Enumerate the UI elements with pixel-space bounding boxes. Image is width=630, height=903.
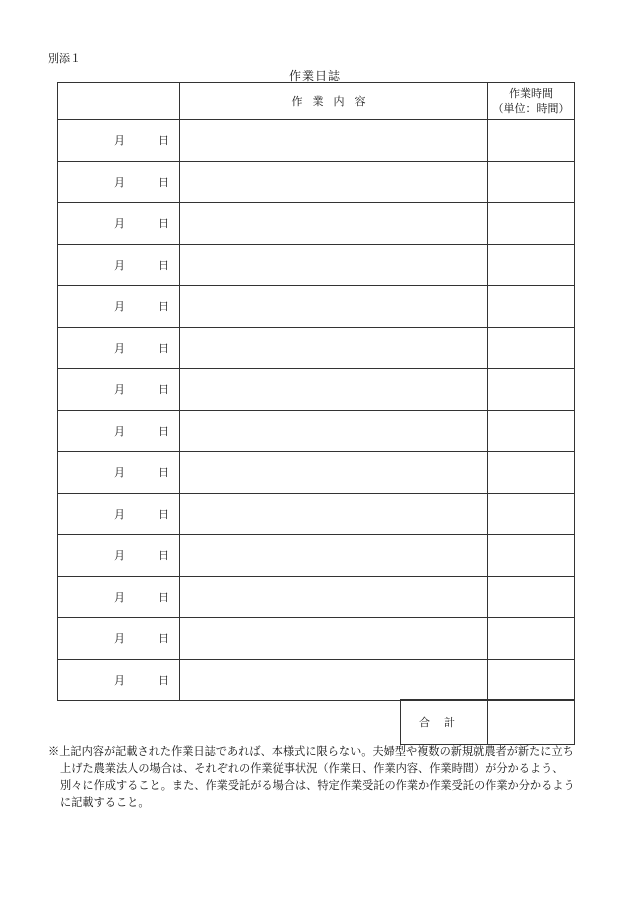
work-hours-cell[interactable] xyxy=(488,286,575,328)
page-title: 作業日誌 xyxy=(288,69,341,83)
table-row xyxy=(58,659,575,701)
work-log-table xyxy=(57,82,575,701)
day-label: 日 xyxy=(158,549,169,563)
date-labels xyxy=(58,298,179,314)
month-label: 月 xyxy=(114,632,125,646)
day-label: 日 xyxy=(158,341,169,355)
date-labels xyxy=(58,547,179,563)
table-row xyxy=(58,161,575,203)
month-label: 月 xyxy=(114,466,125,480)
work-content-cell[interactable] xyxy=(180,410,488,452)
table-row xyxy=(58,203,575,245)
day-label: 日 xyxy=(158,258,169,272)
day-label: 日 xyxy=(158,175,169,189)
day-label: 日 xyxy=(158,424,169,438)
work-content-header: 作業内容 xyxy=(180,83,488,120)
date-labels xyxy=(58,257,179,273)
work-content-cell[interactable] xyxy=(180,286,488,328)
work-content-cell[interactable] xyxy=(180,203,488,245)
total-label: 合計 xyxy=(401,700,488,745)
work-hours-cell[interactable] xyxy=(488,535,575,577)
date-cell[interactable] xyxy=(58,120,180,162)
work-content-cell[interactable] xyxy=(180,161,488,203)
date-labels xyxy=(58,174,179,190)
work-hours-cell[interactable] xyxy=(488,120,575,162)
work-content-cell[interactable] xyxy=(180,618,488,660)
work-content-cell[interactable] xyxy=(180,493,488,535)
table-row xyxy=(58,618,575,660)
month-label: 月 xyxy=(114,175,125,189)
work-hours-cell[interactable] xyxy=(488,493,575,535)
total-row xyxy=(401,700,575,745)
date-cell[interactable] xyxy=(58,618,180,660)
month-label: 月 xyxy=(114,383,125,397)
work-hours-cell[interactable] xyxy=(488,452,575,494)
work-hours-header xyxy=(488,83,575,120)
table-row xyxy=(58,535,575,577)
month-label: 月 xyxy=(114,341,125,355)
date-labels xyxy=(58,672,179,688)
day-label: 日 xyxy=(158,300,169,314)
date-labels xyxy=(58,132,179,148)
work-hours-cell[interactable] xyxy=(488,327,575,369)
date-cell[interactable] xyxy=(58,659,180,701)
day-label: 日 xyxy=(158,632,169,646)
month-label: 月 xyxy=(114,134,125,148)
footnote-text: ※上記内容が記載された作業日誌であれば、本様式に限らない。夫婦型や複数の新規就農者が新たに立ち上げた農業法人の場合は、それぞれの作業従事状況（作業日、作業内容、作業時間）が分かるよう、別々に作成すること。また、作業受託がる場合は、特定作業受託の作業か作業受託の作業か分かるように記載すること。 xyxy=(48,745,575,809)
month-label: 月 xyxy=(114,300,125,314)
table-row xyxy=(58,327,575,369)
work-hours-cell[interactable] xyxy=(488,659,575,701)
date-cell[interactable] xyxy=(58,576,180,618)
table-row xyxy=(58,493,575,535)
month-label: 月 xyxy=(114,673,125,687)
day-label: 日 xyxy=(158,590,169,604)
month-label: 月 xyxy=(114,258,125,272)
date-cell[interactable] xyxy=(58,327,180,369)
work-content-cell[interactable] xyxy=(180,327,488,369)
table-row xyxy=(58,369,575,411)
footnote xyxy=(48,743,578,811)
date-labels xyxy=(58,464,179,480)
table-row xyxy=(58,244,575,286)
work-content-cell[interactable] xyxy=(180,535,488,577)
date-labels xyxy=(58,630,179,646)
day-label: 日 xyxy=(158,134,169,148)
work-hours-cell[interactable] xyxy=(488,410,575,452)
work-content-cell[interactable] xyxy=(180,659,488,701)
date-labels xyxy=(58,423,179,439)
table-row xyxy=(58,410,575,452)
work-hours-cell[interactable] xyxy=(488,161,575,203)
work-hours-cell[interactable] xyxy=(488,576,575,618)
table-row xyxy=(58,576,575,618)
day-label: 日 xyxy=(158,383,169,397)
date-labels xyxy=(58,215,179,231)
work-content-cell[interactable] xyxy=(180,120,488,162)
date-cell[interactable] xyxy=(58,161,180,203)
date-cell[interactable] xyxy=(58,493,180,535)
date-cell[interactable] xyxy=(58,286,180,328)
date-header-cell xyxy=(58,83,180,120)
work-content-cell[interactable] xyxy=(180,244,488,286)
date-cell[interactable] xyxy=(58,244,180,286)
work-hours-cell[interactable] xyxy=(488,618,575,660)
day-label: 日 xyxy=(158,673,169,687)
work-hours-cell[interactable] xyxy=(488,203,575,245)
day-label: 日 xyxy=(158,217,169,231)
total-hours-cell[interactable] xyxy=(488,700,575,745)
day-label: 日 xyxy=(158,507,169,521)
month-label: 月 xyxy=(114,507,125,521)
table-row xyxy=(58,286,575,328)
date-cell[interactable] xyxy=(58,369,180,411)
work-hours-cell[interactable] xyxy=(488,244,575,286)
header-row xyxy=(58,83,575,120)
attachment-label: 別添１ xyxy=(48,52,81,65)
work-content-cell[interactable] xyxy=(180,452,488,494)
date-cell[interactable] xyxy=(58,203,180,245)
date-labels xyxy=(58,340,179,356)
work-hours-unit: （単位：時間） xyxy=(492,102,570,115)
date-cell[interactable] xyxy=(58,452,180,494)
month-label: 月 xyxy=(114,549,125,563)
table-row xyxy=(58,452,575,494)
month-label: 月 xyxy=(114,590,125,604)
day-label: 日 xyxy=(158,466,169,480)
work-hours-label: 作業時間 xyxy=(509,87,553,100)
work-hours-cell[interactable] xyxy=(488,369,575,411)
date-labels xyxy=(58,589,179,605)
table-row xyxy=(58,120,575,162)
date-labels xyxy=(58,381,179,397)
month-label: 月 xyxy=(114,424,125,438)
work-content-cell[interactable] xyxy=(180,576,488,618)
month-label: 月 xyxy=(114,217,125,231)
total-table xyxy=(400,699,575,745)
work-content-cell[interactable] xyxy=(180,369,488,411)
date-cell[interactable] xyxy=(58,410,180,452)
date-labels xyxy=(58,506,179,522)
date-cell[interactable] xyxy=(58,535,180,577)
